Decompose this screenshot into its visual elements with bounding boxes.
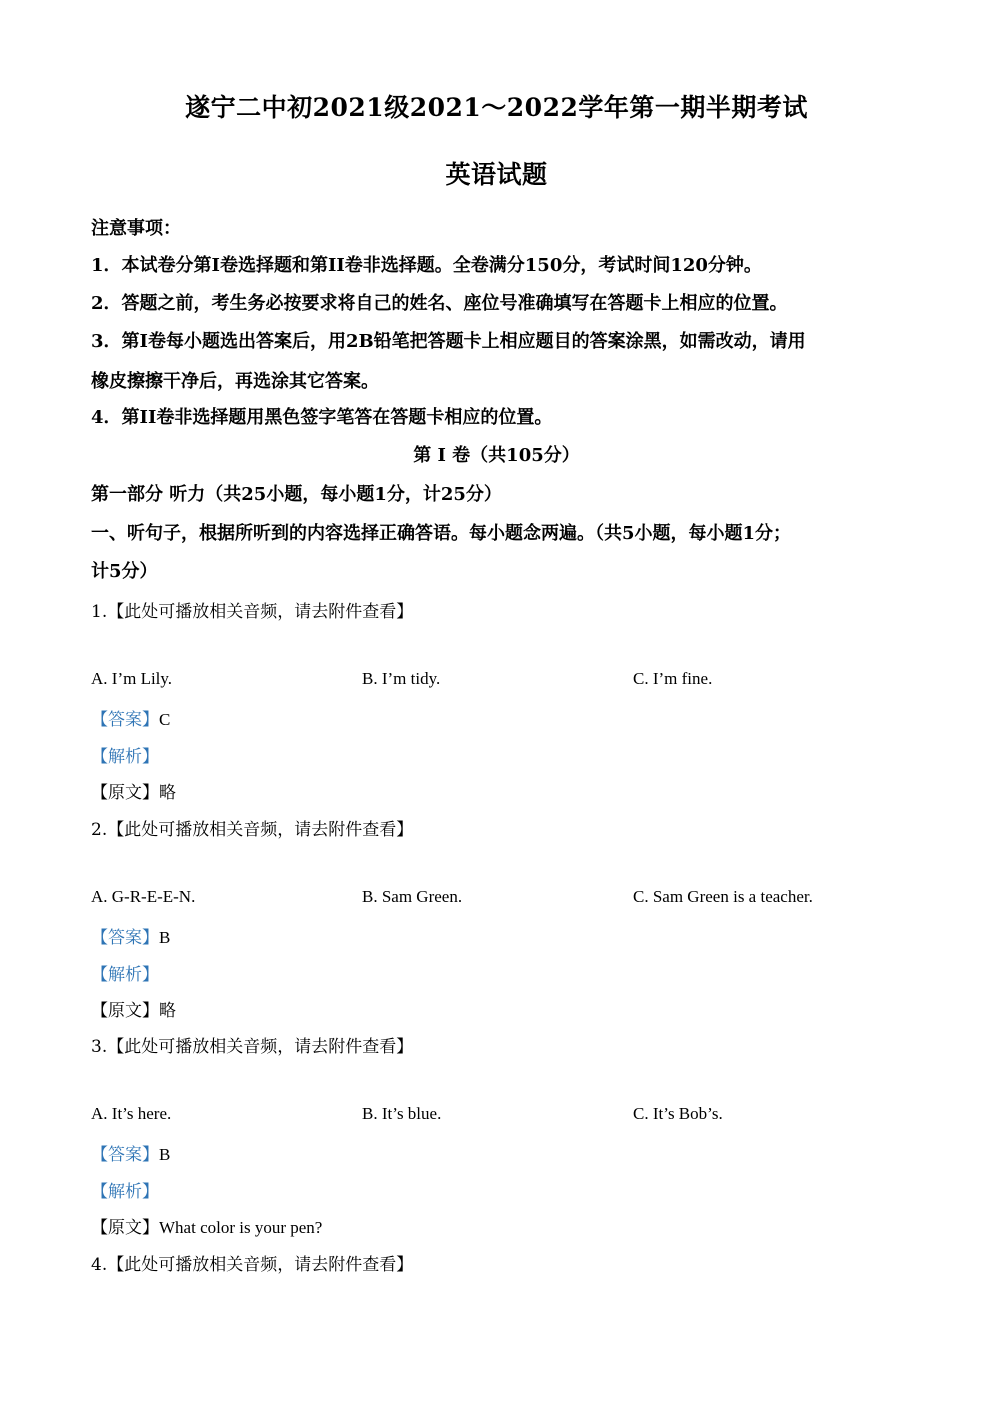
answer-value: B (159, 1145, 171, 1164)
original-text: 略 (159, 1001, 176, 1021)
part-heading: 第一部分 听力（共25小题，每小题1分，计25分） (91, 484, 502, 505)
note-item-3: 3．第I卷每小题选出答案后，用2B铅笔把答题卡上相应题目的答案涂黑，如需改动，请用 (91, 331, 806, 352)
answer-row (91, 1140, 170, 1165)
exam-title: 遂宁二中初2021级2021～2022学年第一期半期考试 (185, 93, 808, 122)
note-item-3-cont: 橡皮擦擦干净后，再选涂其它答案。 (91, 371, 379, 392)
note-item-2: 2．答题之前，考生务必按要求将自己的姓名、座位号准确填写在答题卡上相应的位置。 (91, 293, 788, 314)
analysis-label: 【解析】 (91, 965, 159, 985)
original-text: What color is your pen? (159, 1218, 323, 1237)
original-label: 【原文】 (91, 1001, 159, 1021)
answer-row (91, 923, 170, 948)
analysis-label: 【解析】 (91, 1182, 159, 1202)
note-item-4: 4．第II卷非选择题用黑色签字笔答在答题卡相应的位置。 (91, 407, 553, 428)
notes-heading: 注意事项： (91, 218, 181, 239)
option-c: C. It’s Bob’s. (633, 1104, 723, 1123)
answer-label: 【答案】 (91, 928, 159, 948)
original-row (91, 996, 176, 1021)
option-c: C. I’m fine. (633, 669, 713, 688)
original-label: 【原文】 (91, 783, 159, 803)
section-instruction-cont: 计5分） (91, 561, 158, 582)
original-text: 略 (159, 783, 176, 803)
question-stem: 1.【此处可播放相关音频，请去附件查看】 (91, 602, 414, 622)
question-stem: 3.【此处可播放相关音频，请去附件查看】 (91, 1037, 414, 1057)
analysis-label: 【解析】 (91, 747, 159, 767)
answer-value: C (159, 710, 171, 729)
answer-label: 【答案】 (91, 710, 159, 730)
volume-heading: 第 I 卷（共105分） (413, 445, 580, 466)
option-a: A. It’s here. (91, 1104, 172, 1123)
option-a: A. G-R-E-E-N. (91, 887, 196, 906)
option-b: B. It’s blue. (362, 1104, 442, 1123)
section-instruction: 一、听句子，根据所听到的内容选择正确答语。每小题念两遍。（共5小题，每小题1分； (91, 523, 792, 544)
option-b: B. I’m tidy. (362, 669, 441, 688)
original-row (91, 778, 176, 803)
exam-subtitle: 英语试题 (445, 160, 548, 189)
question-stem: 2.【此处可播放相关音频，请去附件查看】 (91, 820, 414, 840)
original-row (91, 1213, 322, 1238)
option-c: C. Sam Green is a teacher. (633, 887, 813, 906)
answer-row (91, 705, 170, 730)
answer-value: B (159, 928, 171, 947)
option-b: B. Sam Green. (362, 887, 463, 906)
answer-label: 【答案】 (91, 1145, 159, 1165)
original-label: 【原文】 (91, 1218, 159, 1238)
option-a: A. I’m Lily. (91, 669, 173, 688)
note-item-1: 1．本试卷分第I卷选择题和第II卷非选择题。全卷满分150分，考试时间120分钟。 (91, 255, 762, 276)
question-stem: 4.【此处可播放相关音频，请去附件查看】 (91, 1255, 414, 1275)
